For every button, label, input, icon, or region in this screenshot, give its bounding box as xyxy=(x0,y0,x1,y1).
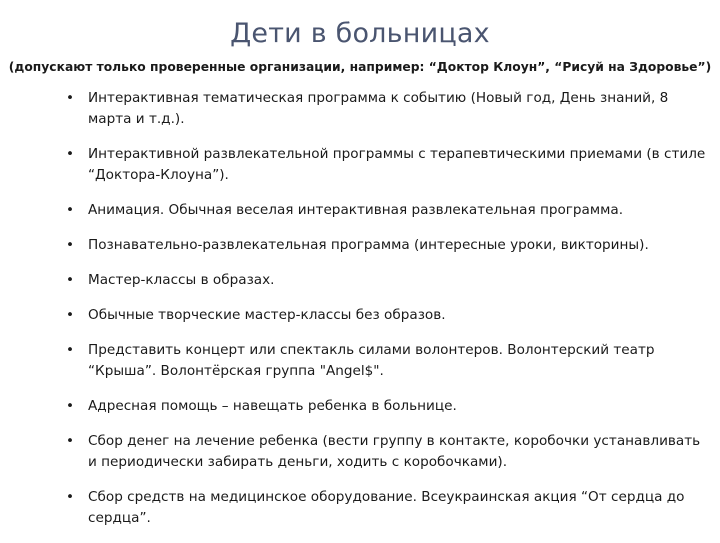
list-item xyxy=(66,144,706,186)
list-item-text: Познавательно-развлекательная программа (интересные уроки, викторины). xyxy=(88,237,649,253)
bullet-icon: • xyxy=(66,90,75,106)
bullet-icon: • xyxy=(66,237,75,253)
list-item xyxy=(66,396,706,417)
bullet-icon: • xyxy=(66,307,75,323)
slide-title: Дети в больницах xyxy=(230,18,490,49)
bullet-icon: • xyxy=(66,398,75,414)
bullet-icon: • xyxy=(66,489,75,505)
list-item-text: Обычные творческие мастер-классы без образов. xyxy=(88,307,446,323)
list-item-text: Интерактивная тематическая программа к событию (Новый год, День знаний, 8 марта и т.д.). xyxy=(88,90,669,127)
list-item xyxy=(66,431,706,473)
list-item-text: Сбор средств на медицинское оборудование. Всеукраинская акция “От сердца до сердца”. xyxy=(88,489,685,526)
bullet-list xyxy=(66,88,706,543)
bullet-icon: • xyxy=(66,202,75,218)
list-item-text: Интерактивной развлекательной программы с терапевтическими приемами (в стиле “Доктора-Клоуна”). xyxy=(88,146,706,183)
bullet-icon: • xyxy=(66,146,75,162)
bullet-icon: • xyxy=(66,342,75,358)
bullet-icon: • xyxy=(66,272,75,288)
list-item xyxy=(66,200,706,221)
list-item xyxy=(66,270,706,291)
list-item-text: Представить концерт или спектакль силами волонтеров. Волонтерский театр “Крыша”. Волонтёрская группа "Angel$". xyxy=(88,342,655,379)
list-item xyxy=(66,340,706,382)
list-item-text: Мастер-классы в образах. xyxy=(88,272,275,288)
list-item-text: Адресная помощь – навещать ребенка в больнице. xyxy=(88,398,457,414)
slide-subtitle: (допускают только проверенные организации, например: “Доктор Клоун”, “Рисуй на Здоровье”) xyxy=(8,60,712,74)
list-item-text: Сбор денег на лечение ребенка (вести группу в контакте, коробочки устанавливать и периодически забирать деньги, ходить с коробочками). xyxy=(88,433,701,470)
bullet-icon: • xyxy=(66,433,75,449)
list-item-text: Анимация. Обычная веселая интерактивная развлекательная программа. xyxy=(88,202,624,218)
list-item xyxy=(66,305,706,326)
list-item xyxy=(66,487,706,529)
list-item xyxy=(66,235,706,256)
list-item xyxy=(66,88,706,130)
